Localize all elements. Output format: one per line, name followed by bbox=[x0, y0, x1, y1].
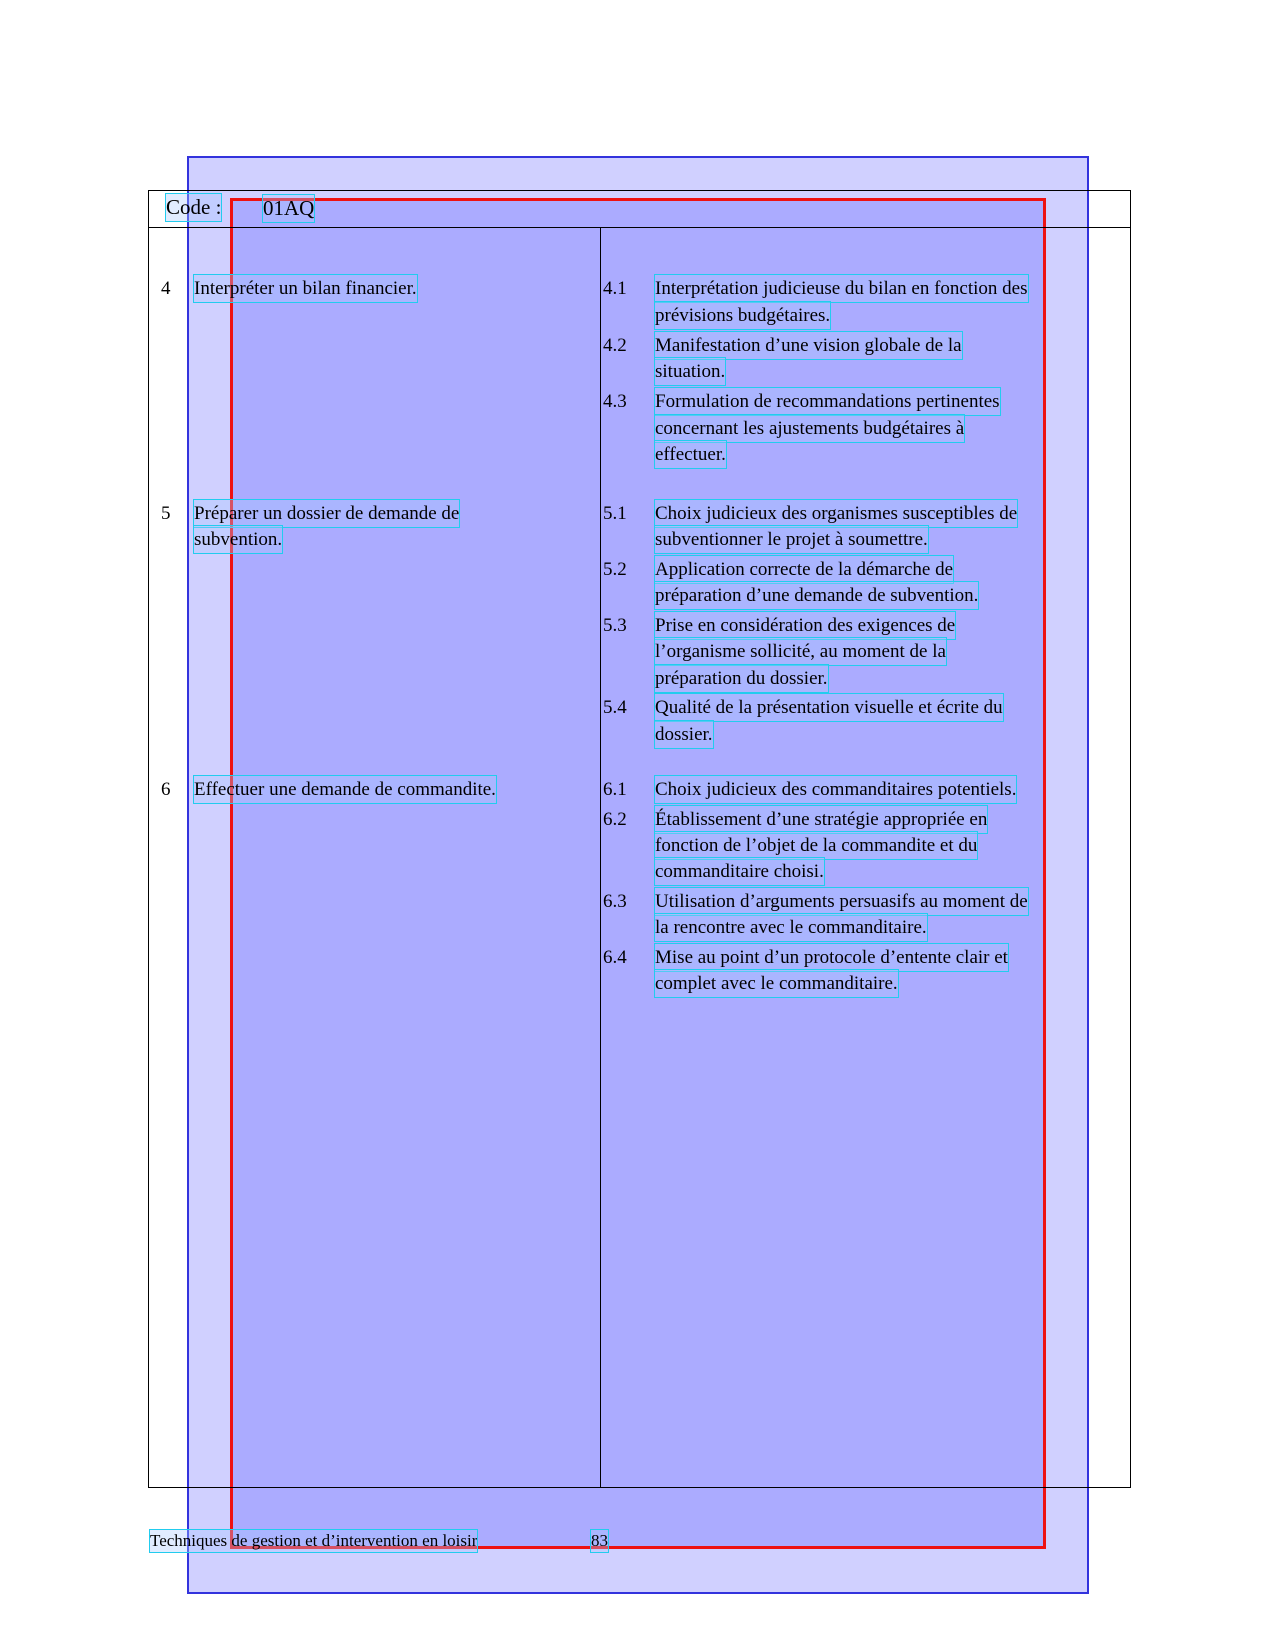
footer-page-number: 83 bbox=[591, 1531, 608, 1550]
criterion-number: 6.1 bbox=[603, 779, 627, 800]
element-number: 4 bbox=[161, 278, 171, 299]
criterion-text: Choix judicieux des commanditaires potentiels. bbox=[655, 776, 1016, 803]
criterion-text: dossier. bbox=[655, 721, 713, 748]
criterion-number: 4.1 bbox=[603, 278, 627, 299]
criterion-text: prévisions budgétaires. bbox=[655, 302, 830, 329]
criterion-number: 5.2 bbox=[603, 559, 627, 580]
criterion-text: Application correcte de la démarche de bbox=[655, 556, 953, 583]
criterion-text: Choix judicieux des organismes susceptibles de bbox=[655, 500, 1017, 527]
column-divider bbox=[600, 227, 601, 1488]
code-value: 01AQ bbox=[263, 196, 315, 220]
criterion-text: Interprétation judicieuse du bilan en fonction des bbox=[655, 275, 1028, 302]
criterion-text: concernant les ajustements budgétaires à bbox=[655, 415, 964, 442]
criterion-number: 5.3 bbox=[603, 615, 627, 636]
criterion-text: Mise au point d’un protocole d’entente clair et bbox=[655, 944, 1008, 971]
criterion-number: 6.3 bbox=[603, 891, 627, 912]
criterion-text: commanditaire choisi. bbox=[655, 858, 824, 885]
criterion-number: 5.1 bbox=[603, 503, 627, 524]
criterion-number: 4.3 bbox=[603, 391, 627, 412]
criterion-text: complet avec le commanditaire. bbox=[655, 970, 898, 997]
element-number: 6 bbox=[161, 779, 171, 800]
criterion-text: subventionner le projet à soumettre. bbox=[655, 526, 928, 553]
criterion-text: préparation d’une demande de subvention. bbox=[655, 582, 978, 609]
criterion-text: préparation du dossier. bbox=[655, 665, 828, 692]
element-text: Effectuer une demande de commandite. bbox=[194, 776, 496, 803]
element-number: 5 bbox=[161, 503, 171, 524]
footer-program: Techniques de gestion et d’intervention en loisir bbox=[150, 1531, 478, 1550]
document-frame bbox=[148, 190, 1131, 1488]
criterion-number: 4.2 bbox=[603, 335, 627, 356]
criterion-text: Établissement d’une stratégie appropriée en bbox=[655, 806, 987, 833]
header-divider bbox=[148, 227, 1131, 228]
criterion-number: 6.4 bbox=[603, 947, 627, 968]
criterion-text: Qualité de la présentation visuelle et écrite du bbox=[655, 694, 1003, 721]
criterion-text: Manifestation d’une vision globale de la bbox=[655, 332, 962, 359]
criterion-number: 5.4 bbox=[603, 697, 627, 718]
criterion-text: Utilisation d’arguments persuasifs au moment de bbox=[655, 888, 1028, 915]
criterion-text: situation. bbox=[655, 358, 725, 385]
code-label: Code : bbox=[166, 195, 222, 219]
element-text: subvention. bbox=[194, 526, 282, 553]
element-text: Interpréter un bilan financier. bbox=[194, 275, 417, 302]
criterion-text: effectuer. bbox=[655, 441, 726, 468]
criterion-text: fonction de l’objet de la commandite et du bbox=[655, 832, 977, 859]
criterion-text: l’organisme sollicité, au moment de la bbox=[655, 638, 946, 665]
criterion-text: la rencontre avec le commanditaire. bbox=[655, 914, 927, 941]
criterion-number: 6.2 bbox=[603, 809, 627, 830]
criterion-text: Prise en considération des exigences de bbox=[655, 612, 955, 639]
criterion-text: Formulation de recommandations pertinentes bbox=[655, 388, 1000, 415]
element-text: Préparer un dossier de demande de bbox=[194, 500, 459, 527]
